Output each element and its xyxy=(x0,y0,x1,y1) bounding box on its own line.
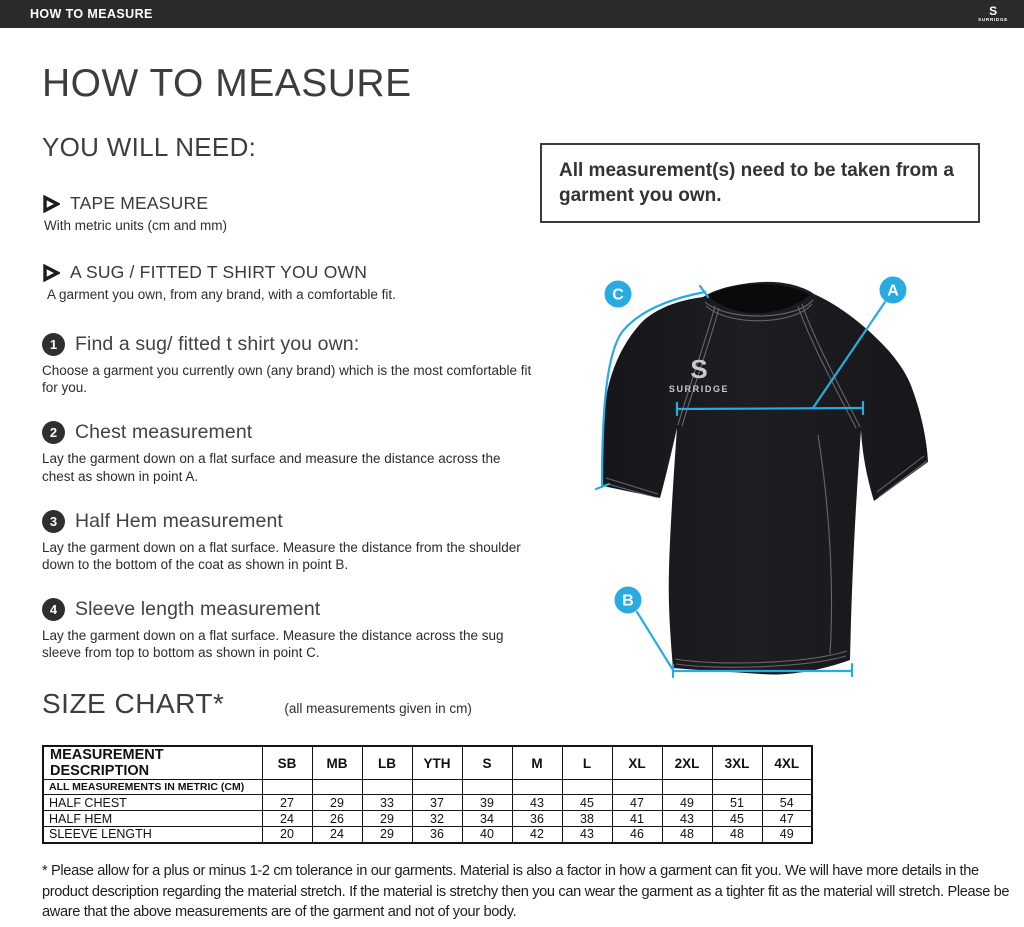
value-cell: 48 xyxy=(712,827,762,843)
top-bar xyxy=(0,0,1024,28)
value-cell: 40 xyxy=(462,827,512,843)
step-number-badge: 2 xyxy=(42,421,65,444)
empty-cell xyxy=(312,780,362,795)
step-1 xyxy=(42,333,554,396)
you-will-need-heading: YOU WILL NEED: xyxy=(42,132,257,162)
step-title: Half Hem measurement xyxy=(75,509,283,532)
row-label-cell: HALF HEM xyxy=(43,811,262,827)
table-header-cell: XL xyxy=(612,746,662,780)
value-cell: 41 xyxy=(612,811,662,827)
empty-cell xyxy=(762,780,812,795)
need-item-label: TAPE MEASURE xyxy=(70,193,209,213)
marker-b-label: B xyxy=(622,592,634,610)
top-bar-title: HOW TO MEASURE xyxy=(30,7,153,21)
svg-text:S: S xyxy=(690,354,708,384)
value-cell: 47 xyxy=(612,795,662,811)
value-cell: 24 xyxy=(262,811,312,827)
value-cell: 43 xyxy=(512,795,562,811)
empty-cell xyxy=(612,780,662,795)
surridge-s-icon: S xyxy=(989,4,998,19)
row-label-cell: SLEEVE LENGTH xyxy=(43,827,262,843)
need-item-caption: A garment you own, from any brand, with a comfortable fit. xyxy=(47,287,396,302)
value-cell: 49 xyxy=(662,795,712,811)
size-chart-header xyxy=(42,688,472,720)
value-cell: 29 xyxy=(362,827,412,843)
instructions-column xyxy=(42,132,554,662)
surridge-logo xyxy=(978,5,1024,23)
page-title: HOW TO MEASURE xyxy=(42,62,412,105)
value-cell: 27 xyxy=(262,795,312,811)
step-description: Choose a garment you currently own (any brand) which is the most comfortable fit for you. xyxy=(42,363,532,396)
table-header-cell: L xyxy=(562,746,612,780)
table-header-cell: 2XL xyxy=(662,746,712,780)
metric-note-row xyxy=(43,780,812,795)
step-3 xyxy=(42,510,554,573)
marker-a-label: A xyxy=(887,282,899,300)
value-cell: 49 xyxy=(762,827,812,843)
empty-cell xyxy=(362,780,412,795)
empty-cell xyxy=(562,780,612,795)
value-cell: 37 xyxy=(412,795,462,811)
step-2 xyxy=(42,421,554,484)
step-title: Find a sug/ fitted t shirt you own: xyxy=(75,333,360,355)
step-number-badge: 1 xyxy=(42,333,65,356)
shirt-diagram-svg xyxy=(556,240,1016,700)
value-cell: 47 xyxy=(762,811,812,827)
tolerance-footnote: * Please allow for a plus or minus 1-2 cm tolerance in our garments. Material is also a factor in how a garment can fit you. We will have more details in the product description regarding the material stretch. If the material is stretchy then you can wear the garment as a tighter fit as the material will stretch. Please be aware that the above measurements are of the garment and not of your body. xyxy=(42,863,1010,920)
value-cell: 36 xyxy=(412,827,462,843)
value-cell: 43 xyxy=(662,811,712,827)
value-cell: 38 xyxy=(562,811,612,827)
shirt-measurement-diagram xyxy=(556,240,1016,700)
surridge-wordmark: SURRIDGE xyxy=(978,17,1008,23)
empty-cell xyxy=(662,780,712,795)
table-header-cell: MB xyxy=(312,746,362,780)
value-cell: 51 xyxy=(712,795,762,811)
value-cell: 24 xyxy=(312,827,362,843)
empty-cell xyxy=(512,780,562,795)
table-row xyxy=(43,795,812,811)
measurement-notice-box xyxy=(540,143,980,223)
value-cell: 45 xyxy=(562,795,612,811)
table-header-cell: S xyxy=(462,746,512,780)
value-cell: 54 xyxy=(762,795,812,811)
value-cell: 42 xyxy=(512,827,562,843)
table-header-cell: MEASUREMENT DESCRIPTION xyxy=(43,746,262,780)
row-label-cell: HALF CHEST xyxy=(43,795,262,811)
chest-measure-line xyxy=(677,408,863,409)
step-number-badge: 3 xyxy=(42,510,65,533)
value-cell: 29 xyxy=(362,811,412,827)
value-cell: 33 xyxy=(362,795,412,811)
value-cell: 32 xyxy=(412,811,462,827)
value-cell: 26 xyxy=(312,811,362,827)
shirt-silhouette xyxy=(602,282,928,675)
triangle-bullet-icon xyxy=(42,264,60,282)
empty-cell xyxy=(462,780,512,795)
table-row xyxy=(43,827,812,843)
value-cell: 46 xyxy=(612,827,662,843)
marker-c-label: C xyxy=(612,286,624,304)
empty-cell xyxy=(262,780,312,795)
table-header-cell: YTH xyxy=(412,746,462,780)
measurement-notice-text: All measurement(s) need to be taken from a garment you own. xyxy=(559,160,954,206)
empty-cell xyxy=(712,780,762,795)
table-header-cell: LB xyxy=(362,746,412,780)
step-description: Lay the garment down on a flat surface. Measure the distance from the shoulder down to the bottom of the coat as shown in point B. xyxy=(42,539,521,573)
value-cell: 48 xyxy=(662,827,712,843)
marker-b-pointer-line xyxy=(637,612,673,670)
table-header-cell: SB xyxy=(262,746,312,780)
value-cell: 29 xyxy=(312,795,362,811)
table-header-cell: 4XL xyxy=(762,746,812,780)
value-cell: 43 xyxy=(562,827,612,843)
need-item-fitted-shirt xyxy=(42,262,554,302)
value-cell: 36 xyxy=(512,811,562,827)
empty-cell xyxy=(412,780,462,795)
triangle-bullet-icon xyxy=(42,195,60,213)
size-chart-table xyxy=(42,745,813,844)
step-description: Lay the garment down on a flat surface. Measure the distance across the sug sleeve from top to bottom as shown in point C. xyxy=(42,628,504,661)
step-title: Sleeve length measurement xyxy=(75,598,321,621)
need-item-tape-measure xyxy=(42,193,554,233)
table-header-cell: M xyxy=(512,746,562,780)
size-chart-title: SIZE CHART* xyxy=(42,688,225,719)
value-cell: 20 xyxy=(262,827,312,843)
step-title: Chest measurement xyxy=(75,421,253,444)
size-chart-subtitle: (all measurements given in cm) xyxy=(284,701,472,716)
table-row xyxy=(43,811,812,827)
value-cell: 45 xyxy=(712,811,762,827)
table-header-cell: 3XL xyxy=(712,746,762,780)
value-cell: 39 xyxy=(462,795,512,811)
step-4 xyxy=(42,598,554,661)
svg-text:SURRIDGE: SURRIDGE xyxy=(668,384,730,394)
metric-note-cell: ALL MEASUREMENTS IN METRIC (CM) xyxy=(43,780,262,795)
value-cell: 34 xyxy=(462,811,512,827)
need-item-caption: With metric units (cm and mm) xyxy=(44,218,228,233)
step-description: Lay the garment down on a flat surface and measure the distance across the chest as shown in point A. xyxy=(42,451,501,484)
step-number-badge: 4 xyxy=(42,598,65,621)
need-item-label: A SUG / FITTED T SHIRT YOU OWN xyxy=(70,262,368,282)
